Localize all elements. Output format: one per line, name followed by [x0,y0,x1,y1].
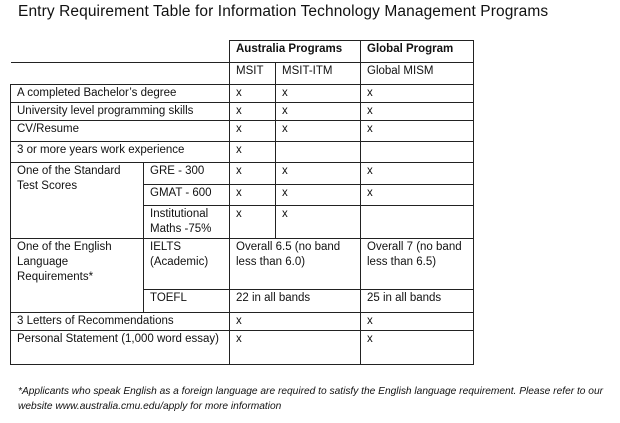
global-requirement-cell: 25 in all bands [361,290,474,313]
requirement-label: CV/Resume [11,121,230,142]
test-label: GMAT - 600 [144,185,230,206]
msit-cell: x [230,185,276,206]
australia-requirement-cell: Overall 6.5 (no band less than 6.0) [230,239,361,290]
table-row [11,121,474,142]
table-row [11,163,474,185]
msit-cell: x [230,163,276,185]
msit-cell: x [230,121,276,142]
msit-itm-cell: x [276,121,361,142]
requirement-label: 3 or more years work experience [11,142,230,163]
australia-requirement-cell: 22 in all bands [230,290,361,313]
table-row [11,313,474,331]
requirement-label: 3 Letters of Recommendations [11,313,230,331]
msit-itm-header: MSIT-ITM [276,63,361,85]
msit-itm-cell: x [276,185,361,206]
msit-cell: x [230,206,276,239]
requirement-label: Personal Statement (1,000 word essay) [11,331,230,365]
msit-cell: x [230,85,276,103]
footnote: *Applicants who speak English as a foreign language are required to satisfy the English language requirement. Please refer to our website www.australia.cmu.edu/apply for more information [18,386,604,412]
table-header-row [11,41,474,63]
msit-itm-cell: x [276,103,361,121]
global-program-header: Global Program [361,41,474,63]
australia-requirement-cell: x [230,331,361,365]
msit-itm-cell: x [276,163,361,185]
global-mism-cell: x [361,163,474,185]
requirement-label: One of the Standard Test Scores [11,163,144,239]
global-mism-cell: x [361,85,474,103]
test-label: IELTS (Academic) [144,239,230,290]
australia-programs-header: Australia Programs [230,41,361,63]
table-row [11,103,474,121]
test-label: GRE - 300 [144,163,230,185]
global-mism-cell [361,206,474,239]
table-row [11,142,474,163]
global-mism-cell: x [361,185,474,206]
requirement-label: One of the English Language Requirements* [11,239,144,313]
global-requirement-cell: Overall 7 (no band less than 6.5) [361,239,474,290]
msit-itm-cell: x [276,85,361,103]
msit-cell: x [230,103,276,121]
table-row [11,239,474,290]
test-label: Institutional Maths -75% [144,206,230,239]
requirement-label: University level programming skills [11,103,230,121]
msit-itm-cell: x [276,206,361,239]
table-subheader-row [11,63,474,85]
page-title: Entry Requirement Table for Information Technology Management Programs [18,3,549,20]
global-requirement-cell: x [361,331,474,365]
msit-cell: x [230,142,276,163]
msit-itm-cell [276,142,361,163]
global-mism-cell: x [361,121,474,142]
global-requirement-cell: x [361,313,474,331]
entry-requirement-table [10,40,474,365]
requirement-label: A completed Bachelor’s degree [11,85,230,103]
global-mism-cell [361,142,474,163]
msit-header: MSIT [230,63,276,85]
australia-requirement-cell: x [230,313,361,331]
test-label: TOEFL [144,290,230,313]
global-mism-header: Global MISM [361,63,474,85]
global-mism-cell: x [361,103,474,121]
table-row [11,331,474,365]
table-row [11,85,474,103]
